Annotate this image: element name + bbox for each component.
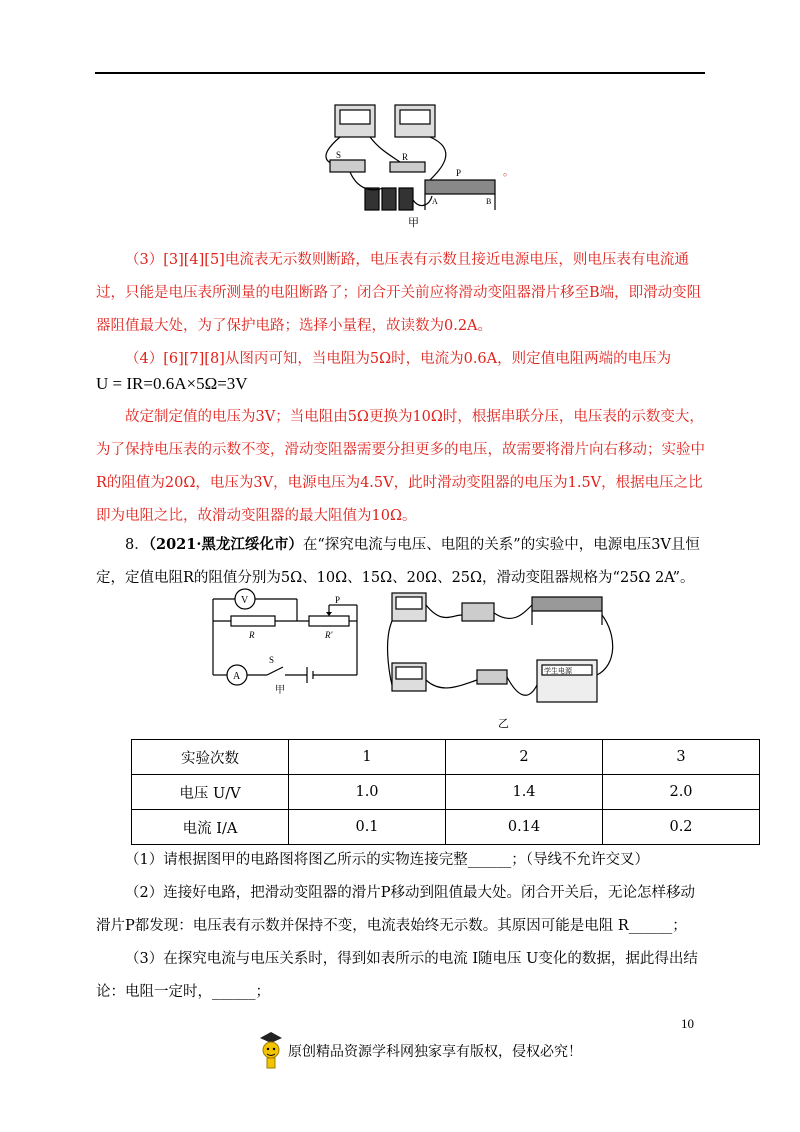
label-p: P (335, 595, 341, 605)
table-cell: 2.0 (603, 775, 760, 810)
trail-mark: 。 (503, 165, 514, 178)
header-rule (95, 72, 705, 74)
table-row (132, 775, 760, 810)
label-r-prime: R′ (325, 630, 333, 640)
solution-part4-intro: （4）[6][7][8]从图丙可知，当电阻为5Ω时，电流为0.6A，则定值电阻两端的电压为 (125, 351, 672, 367)
data-table (131, 739, 760, 845)
label-b: B (486, 197, 492, 206)
label-r: R (402, 152, 409, 162)
question8-part3: （3）在探究电流与电压关系时，得到如表所示的电流 I随电压 U变化的数据，据此得出结论：电阻一定时，______； (96, 951, 698, 1000)
meter-a: A (233, 671, 241, 682)
question-text: 在“探究电流与电压、电阻的关系”的实验中，电源电压3V且恒定，定值电阻R的阻值分别为5Ω、10Ω、15Ω、20Ω、25Ω，滑动变阻器规格为“25Ω 2A”。 (96, 537, 700, 586)
table-header: 2 (446, 740, 603, 775)
caption-jia: 甲 (275, 685, 285, 695)
footer-text: 原创精品资源学科网独家享有版权，侵权必究！ (288, 1044, 582, 1060)
table-cell: 电压 U/V (132, 775, 289, 810)
label-p: P (456, 168, 462, 178)
footer (256, 1030, 582, 1072)
solution-part4-body: 故定制定值的电压为3V；当电阻由5Ω更换为10Ω时，根据串联分压，电压表的示数变大，为了保持电压表的示数不变，滑动变阻器需要分担更多的电压，故需要将滑片向右移动；实验中R的阻值为20Ω，电压为3V，电源电压为4.5V，此时滑动变阻器的电压为1.5V，根据电压之比即为电阻之比，故滑动变阻器的最大阻值为10Ω。 (96, 409, 705, 524)
table-cell: 0.1 (289, 810, 446, 845)
question8-part2: （2）连接好电路，把滑动变阻器的滑片P移动到阻值最大处。闭合开关后，无论怎样移动滑片P都发现：电压表有示数并保持不变，电流表始终无示数。其原因可能是电阻 R______； (96, 885, 695, 934)
table-cell: 电流 I/A (132, 810, 289, 845)
mascot-icon (256, 1030, 286, 1072)
label-a: A (432, 197, 438, 206)
caption-yi: 乙 (498, 717, 509, 730)
question-number: 8． (125, 537, 149, 553)
apparatus-yi (382, 585, 622, 733)
formula: U = IR=0.6A×5Ω=3V (96, 374, 248, 393)
page-number: 10 (681, 1016, 694, 1031)
question8-part1: （1）请根据图甲的电路图将图乙所示的实物连接完整______；（导线不允许交叉） (125, 852, 649, 868)
label-s: S (269, 655, 275, 665)
supply-label: 学生电源 (544, 667, 572, 675)
table-cell: 1.4 (446, 775, 603, 810)
figure-caption: 甲 (408, 216, 419, 229)
solution-part3: （3）[3][4][5]电流表无示数则断路，电压表有示数且接近电源电压，则电压表有电流通过，只能是电压表所测量的电阻断路了；闭合开关前应将滑动变阻器滑片移至B端，即滑动变阻器阻值最大处，为了保护电路；选择小量程，故读数为0.2A。 (96, 252, 702, 334)
table-header: 1 (289, 740, 446, 775)
meter-v: V (241, 595, 249, 606)
table-header: 实验次数 (132, 740, 289, 775)
table-header-row (132, 740, 760, 775)
table-header: 3 (603, 740, 760, 775)
table-cell: 0.14 (446, 810, 603, 845)
table-row (132, 810, 760, 845)
question-source: （2021·黑龙江绥化市） (148, 536, 303, 553)
table-cell: 1.0 (289, 775, 446, 810)
figure-apparatus-top (320, 100, 520, 230)
table-cell: 0.2 (603, 810, 760, 845)
label-s: S (336, 150, 342, 160)
circuit-diagram-jia (205, 585, 365, 695)
label-r: R (249, 630, 255, 640)
